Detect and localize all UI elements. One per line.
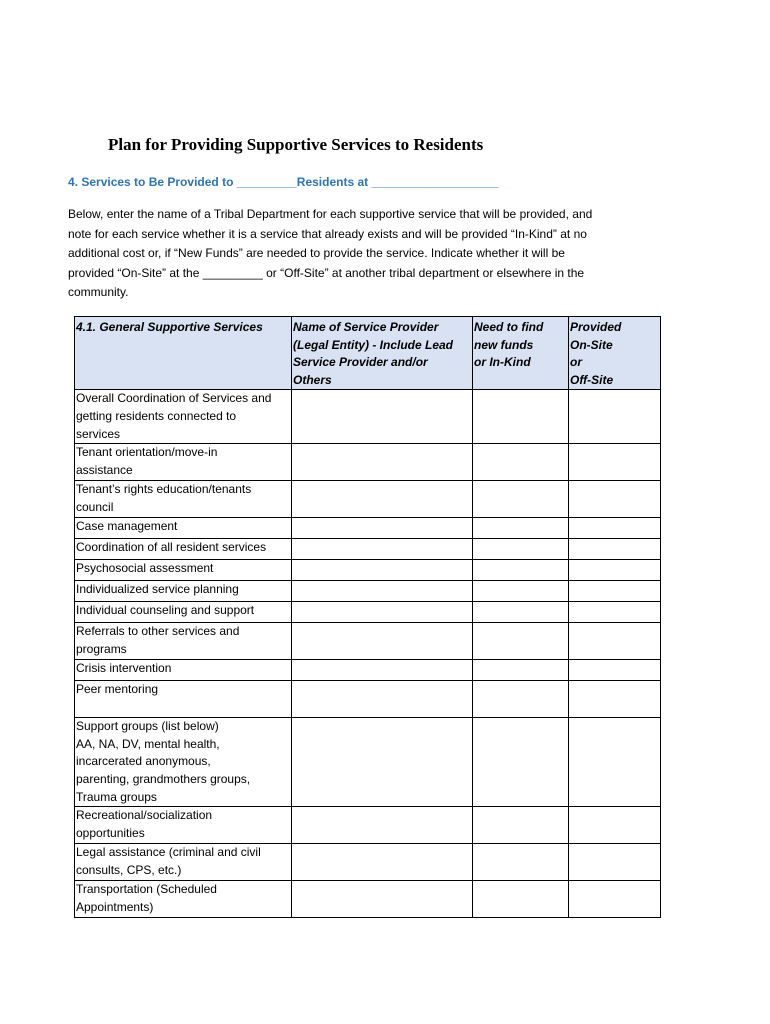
service-name-line: Support groups (list below) bbox=[76, 719, 219, 734]
table-row bbox=[75, 881, 661, 918]
table-row bbox=[75, 444, 661, 481]
service-name-cell bbox=[75, 844, 292, 881]
service-name-cell bbox=[75, 481, 292, 518]
funding-input-cell[interactable] bbox=[473, 681, 569, 718]
location-input-cell[interactable] bbox=[569, 881, 661, 918]
service-name-cell bbox=[75, 660, 292, 681]
header-line: or bbox=[570, 355, 582, 370]
service-name-cell bbox=[75, 390, 292, 444]
service-name-line: opportunities bbox=[76, 825, 145, 840]
service-name-line: incarcerated anonymous, bbox=[76, 754, 211, 769]
header-line: Need to find bbox=[474, 320, 544, 334]
provider-input-cell[interactable] bbox=[292, 844, 473, 881]
funding-input-cell[interactable] bbox=[473, 581, 569, 602]
service-name-cell bbox=[75, 581, 292, 602]
funding-input-cell[interactable] bbox=[473, 807, 569, 844]
service-name-line: Tenant’s rights education/tenants bbox=[76, 482, 252, 497]
service-name-line: AA, NA, DV, mental health, bbox=[76, 736, 220, 751]
intro-line: provided “On-Site” at the _________ or “Off-Site” at another tribal department or elsewhere in the bbox=[68, 265, 585, 280]
service-name-cell bbox=[75, 539, 292, 560]
service-name-line: Transportation (Scheduled bbox=[76, 882, 217, 897]
provider-input-cell[interactable] bbox=[292, 681, 473, 718]
location-input-cell[interactable] bbox=[569, 623, 661, 660]
service-name-cell bbox=[75, 681, 292, 718]
provider-input-cell[interactable] bbox=[292, 390, 473, 444]
location-input-cell[interactable] bbox=[569, 807, 661, 844]
provider-input-cell[interactable] bbox=[292, 602, 473, 623]
provider-input-cell[interactable] bbox=[292, 444, 473, 481]
provider-input-cell[interactable] bbox=[292, 539, 473, 560]
header-general-services bbox=[75, 317, 292, 390]
location-input-cell[interactable] bbox=[569, 481, 661, 518]
funding-input-cell[interactable] bbox=[473, 560, 569, 581]
provider-input-cell[interactable] bbox=[292, 560, 473, 581]
funding-input-cell[interactable] bbox=[473, 660, 569, 681]
header-location bbox=[569, 317, 661, 390]
service-name-line: Recreational/socialization bbox=[76, 808, 213, 823]
service-name-line: Crisis intervention bbox=[76, 661, 172, 676]
location-input-cell[interactable] bbox=[569, 844, 661, 881]
location-input-cell[interactable] bbox=[569, 602, 661, 623]
header-funding bbox=[473, 317, 569, 390]
section-heading: 4. Services to Be Provided to _________Residents at ___________________ bbox=[68, 175, 499, 189]
service-name-line: parenting, grandmothers groups, bbox=[76, 771, 251, 786]
provider-input-cell[interactable] bbox=[292, 581, 473, 602]
provider-input-cell[interactable] bbox=[292, 807, 473, 844]
service-name-cell bbox=[75, 718, 292, 807]
location-input-cell[interactable] bbox=[569, 518, 661, 539]
header-line: (Legal Entity) - Include Lead bbox=[293, 337, 454, 352]
header-line: Off-Site bbox=[570, 372, 614, 387]
header-service-provider bbox=[292, 317, 473, 390]
table-row bbox=[75, 623, 661, 660]
funding-input-cell[interactable] bbox=[473, 718, 569, 807]
funding-input-cell[interactable] bbox=[473, 539, 569, 560]
header-line: or In-Kind bbox=[474, 355, 531, 370]
intro-line: community. bbox=[68, 285, 129, 300]
funding-input-cell[interactable] bbox=[473, 518, 569, 539]
service-name-line: Overall Coordination of Services and bbox=[76, 391, 272, 406]
service-name-cell bbox=[75, 623, 292, 660]
table-row bbox=[75, 681, 661, 718]
funding-input-cell[interactable] bbox=[473, 844, 569, 881]
header-line: Others bbox=[293, 372, 332, 387]
service-name-line: consults, CPS, etc.) bbox=[76, 862, 182, 877]
funding-input-cell[interactable] bbox=[473, 881, 569, 918]
header-line: new funds bbox=[474, 337, 534, 352]
funding-input-cell[interactable] bbox=[473, 390, 569, 444]
service-name-cell bbox=[75, 518, 292, 539]
location-input-cell[interactable] bbox=[569, 539, 661, 560]
funding-input-cell[interactable] bbox=[473, 602, 569, 623]
provider-input-cell[interactable] bbox=[292, 881, 473, 918]
service-name-cell bbox=[75, 560, 292, 581]
header-line: Name of Service Provider bbox=[293, 320, 439, 334]
table-row bbox=[75, 660, 661, 681]
service-name-line: Case management bbox=[76, 519, 178, 534]
table-row bbox=[75, 518, 661, 539]
service-name-cell bbox=[75, 881, 292, 918]
funding-input-cell[interactable] bbox=[473, 444, 569, 481]
service-name-line: Tenant orientation/move-in bbox=[76, 445, 218, 460]
service-name-line: getting residents connected to bbox=[76, 408, 237, 423]
header-line: Service Provider and/or bbox=[293, 355, 428, 370]
table-header-row bbox=[75, 317, 661, 390]
table-row bbox=[75, 481, 661, 518]
location-input-cell[interactable] bbox=[569, 718, 661, 807]
service-name-line: Legal assistance (criminal and civil bbox=[76, 845, 261, 860]
service-name-line: council bbox=[76, 499, 114, 514]
funding-input-cell[interactable] bbox=[473, 623, 569, 660]
location-input-cell[interactable] bbox=[569, 390, 661, 444]
service-name-line: services bbox=[76, 426, 121, 441]
header-line: Provided bbox=[570, 320, 622, 334]
service-name-line: Individual counseling and support bbox=[76, 603, 255, 618]
service-name-cell bbox=[75, 807, 292, 844]
location-input-cell[interactable] bbox=[569, 581, 661, 602]
provider-input-cell[interactable] bbox=[292, 660, 473, 681]
service-name-line: programs bbox=[76, 641, 127, 656]
table-row bbox=[75, 581, 661, 602]
service-name-line: Trauma groups bbox=[76, 789, 157, 804]
table-row bbox=[75, 718, 661, 807]
header-line: On-Site bbox=[570, 337, 613, 352]
header-line: 4.1. General Supportive Services bbox=[76, 320, 263, 334]
provider-input-cell[interactable] bbox=[292, 481, 473, 518]
provider-input-cell[interactable] bbox=[292, 518, 473, 539]
location-input-cell[interactable] bbox=[569, 560, 661, 581]
location-input-cell[interactable] bbox=[569, 444, 661, 481]
location-input-cell[interactable] bbox=[569, 681, 661, 718]
intro-line: note for each service whether it is a service that already exists and will be provided “In-Kind” at no bbox=[68, 226, 587, 241]
service-name-line: assistance bbox=[76, 462, 133, 477]
intro-line: Below, enter the name of a Tribal Department for each supportive service that will be provided, and bbox=[68, 207, 593, 221]
provider-input-cell[interactable] bbox=[292, 718, 473, 807]
service-name-line: Coordination of all resident services bbox=[76, 540, 267, 555]
service-name-line: Peer mentoring bbox=[76, 682, 159, 697]
table-row bbox=[75, 602, 661, 623]
service-name-cell bbox=[75, 444, 292, 481]
service-name-line: Psychosocial assessment bbox=[76, 561, 214, 576]
provider-input-cell[interactable] bbox=[292, 623, 473, 660]
page-title: Plan for Providing Supportive Services to Residents bbox=[108, 135, 484, 154]
service-name-line: Referrals to other services and bbox=[76, 624, 240, 639]
table-row bbox=[75, 844, 661, 881]
service-name-line: Appointments) bbox=[76, 899, 154, 914]
funding-input-cell[interactable] bbox=[473, 481, 569, 518]
services-table bbox=[74, 316, 661, 918]
service-name-cell bbox=[75, 602, 292, 623]
service-name-line: Individualized service planning bbox=[76, 582, 239, 597]
intro-paragraph bbox=[68, 205, 648, 303]
intro-line: additional cost or, if “New Funds” are needed to provide the service. Indicate whether it will be bbox=[68, 246, 565, 261]
table-row bbox=[75, 807, 661, 844]
table-row bbox=[75, 390, 661, 444]
table-row bbox=[75, 539, 661, 560]
location-input-cell[interactable] bbox=[569, 660, 661, 681]
table-row bbox=[75, 560, 661, 581]
